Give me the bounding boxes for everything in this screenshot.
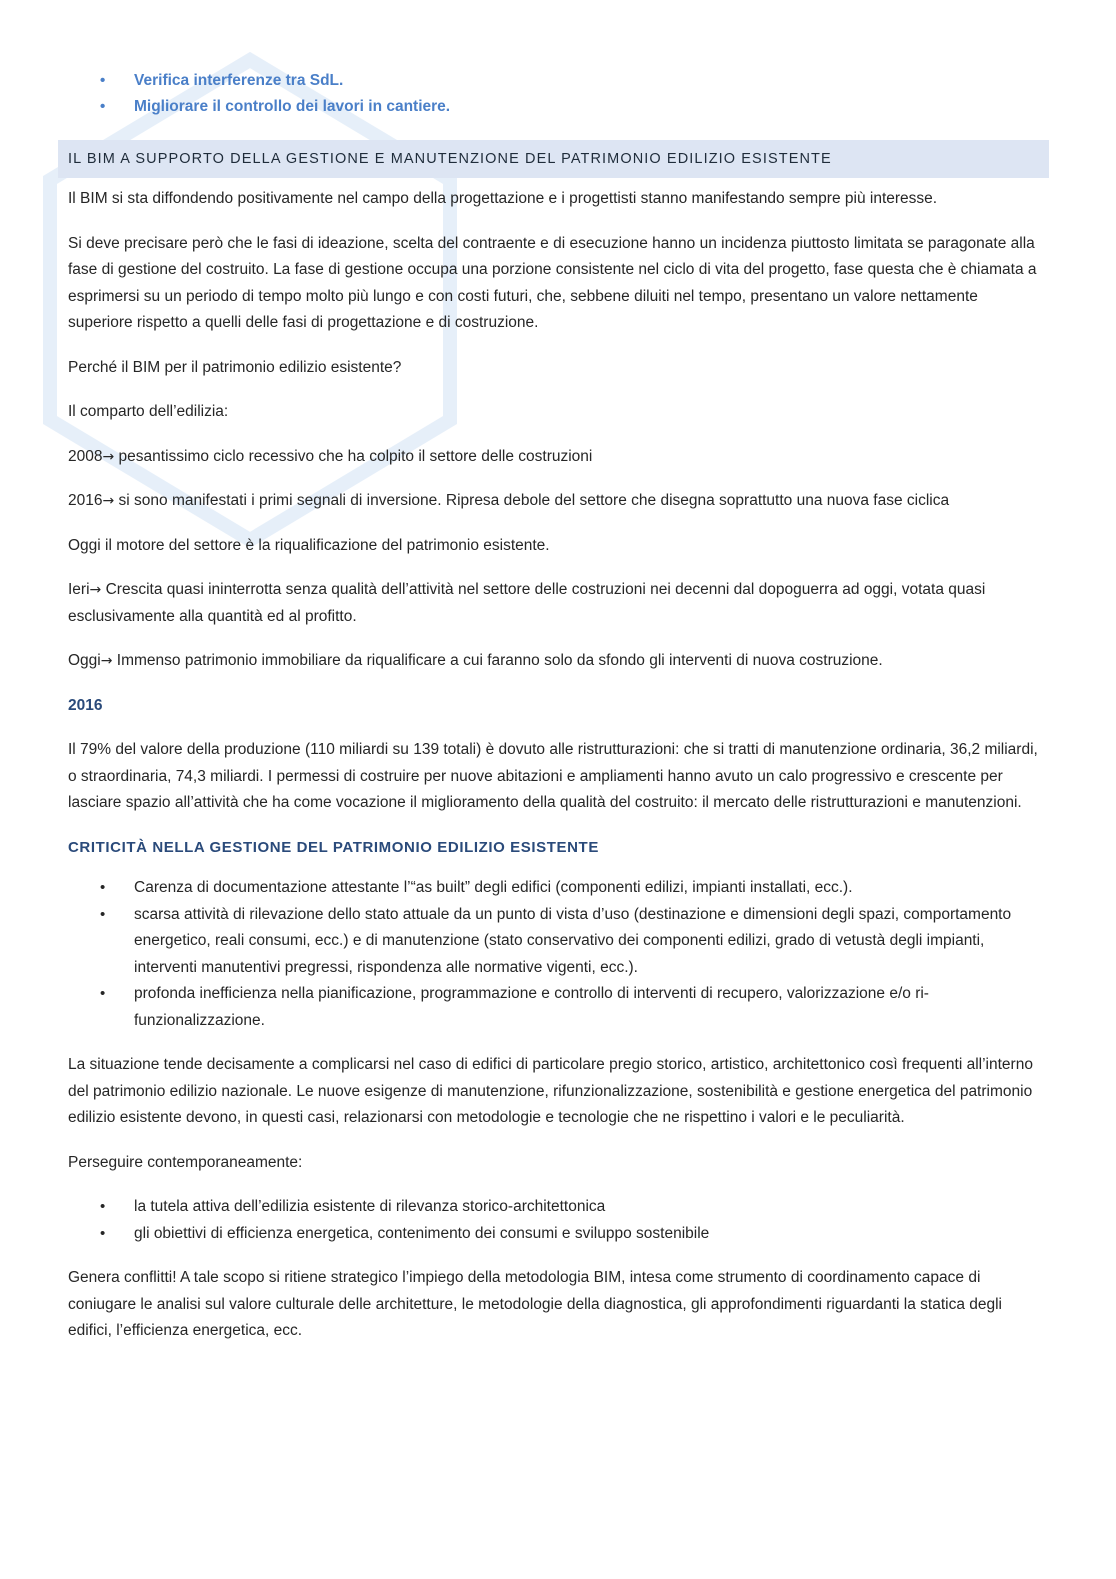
paragraph xyxy=(68,444,1043,471)
list-item: • la tutela attiva dell’edilizia esistente di rilevanza storico-architettonica xyxy=(68,1194,1043,1221)
paragraph: Il 79% del valore della produzione (110 miliardi su 139 totali) è dovuto alle ristrutturazioni: che si tratti di manutenzione ordinaria, 36,2 miliardi, o straordinaria, 74,3 miliardi. I permessi di costruire per nuove abitazioni e ampliamenti hanno avuto un calo progressivo e crescente per lasciare spazio all’attività che ha come vocazione il miglioramento della qualità del costruito: il mercato delle ristrutturazioni e manutenzioni. xyxy=(68,741,1038,811)
list-item: • Verifica interferenze tra SdL. xyxy=(68,68,1048,94)
section-title: IL BIM A SUPPORTO DELLA GESTIONE E MANUTENZIONE DEL PATRIMONIO EDILIZIO ESISTENTE xyxy=(68,151,832,167)
paragraph: La situazione tende decisamente a complicarsi nel caso di edifici di particolare pregio storico, artistico, architettonico così frequenti all’interno del patrimonio edilizio nazionale. Le nuove esigenze di manutenzione, rifunzionalizzazione, sostenibilità e gestione energetica del patrimonio edilizio esistente devono, in questi casi, relazionarsi con metodologie e tecnologie che ne rispettino i valori e le peculiarità. xyxy=(68,1056,1033,1126)
paragraph: Perché il BIM per il patrimonio edilizio esistente? xyxy=(68,358,402,376)
paragraph-text: pesantissimo ciclo recessivo che ha colpito il settore delle costruzioni xyxy=(114,447,593,465)
paragraph-text: Crescita quasi ininterrotta senza qualità dell’attività nel settore delle costruzioni nei decenni dal dopoguerra ad oggi, votata quasi esclusivamente alla quantità ed al profitto. xyxy=(68,581,986,625)
document-body xyxy=(68,186,1043,1363)
arrow-right-icon: → xyxy=(102,448,115,465)
paragraph-text: Immenso patrimonio immobiliare da riqualificare a cui faranno solo da sfondo gli interventi di nuova costruzione. xyxy=(112,652,883,669)
paragraph: Il BIM si sta diffondendo positivamente nel campo della progettazione e i progettisti stanno manifestando sempre più interesse. xyxy=(68,190,938,207)
paragraph: Genera conflitti! A tale scopo si ritiene strategico l’impiego della metodologia BIM, intesa come strumento di coordinamento capace di coniugare le analisi sul valore culturale delle architetture, le metodologie della diagnostica, gli approfondimenti riguardanti la statica degli edifici, l’efficienza energetica, ecc. xyxy=(68,1269,1002,1339)
list-item: • gli obiettivi di efficienza energetica, contenimento dei consumi e sviluppo sostenibile xyxy=(68,1221,1043,1248)
arrow-right-icon: → xyxy=(100,653,113,669)
list-item: • profonda inefficienza nella pianificazione, programmazione e controllo di interventi di recupero, valorizzazione e/o ri-funzionalizzazione. xyxy=(68,981,1043,1034)
arrow-right-icon: → xyxy=(89,582,102,598)
label-oggi: Oggi xyxy=(68,652,101,669)
paragraph xyxy=(68,648,1043,675)
list-item: • Carenza di documentazione attestante l’“as built” degli edifici (componenti edilizi, impianti installati, ecc.). xyxy=(68,875,1043,902)
paragraph xyxy=(68,577,1043,630)
label-2016: 2016 xyxy=(68,492,103,509)
top-bullet-list xyxy=(68,68,1048,120)
paragraph xyxy=(68,488,1043,515)
label-ieri: Ieri xyxy=(68,581,90,598)
year-heading: 2016 xyxy=(68,696,103,714)
paragraph: Si deve precisare però che le fasi di ideazione, scelta del contraente e di esecuzione hanno un incidenza piuttosto limitata se paragonate alla fase di gestione del costruito. La fase di gestione occupa una porzione consistente nel ciclo di vita del progetto, fase questa che è chiamata a esprimersi su un periodo di tempo molto più lungo e con costi futuri, che, sebbene diluiti nel tempo, presentano un valore nettamente superiore rispetto a quelli delle fasi di progettazione e di costruzione. xyxy=(68,234,1037,331)
paragraph: Oggi il motore del settore è la riqualificazione del patrimonio esistente. xyxy=(68,536,550,554)
arrow-right-icon: → xyxy=(102,493,115,509)
subsection-heading: CRITICITÀ NELLA GESTIONE DEL PATRIMONIO EDILIZIO ESISTENTE xyxy=(68,838,599,856)
paragraph: Il comparto dell’edilizia: xyxy=(68,403,229,420)
paragraph: Perseguire contemporaneamente: xyxy=(68,1153,303,1171)
list-item: • scarsa attività di rilevazione dello stato attuale da un punto di vista d’uso (destinazione e dimensioni degli spazi, comportamento energetico, reali consumi, ecc.) e di manutenzione (stato conservativo dei componenti edilizi, grado di vetustà degli impianti, interventi manutentivi pregressi, rispondenza alle normative vigenti, ecc.). xyxy=(68,902,1043,982)
list-item: • Migliorare il controllo dei lavori in cantiere. xyxy=(68,94,1048,120)
criticita-list xyxy=(68,875,1043,1034)
paragraph-text: si sono manifestati i primi segnali di inversione. Ripresa debole del settore che disegna soprattutto una nuova fase ciclica xyxy=(114,492,950,509)
label-2008: 2008 xyxy=(68,447,103,465)
perseguire-list xyxy=(68,1194,1043,1247)
